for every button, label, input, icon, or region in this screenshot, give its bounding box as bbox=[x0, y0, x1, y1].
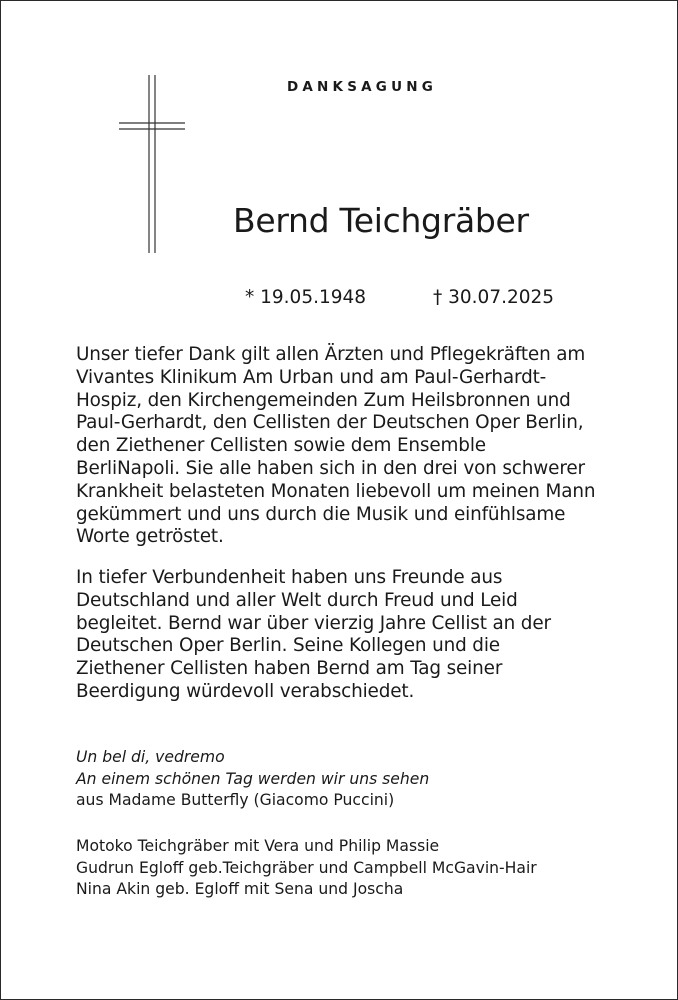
family-line: Nina Akin geb. Egloff mit Sena und Joscha bbox=[76, 880, 404, 898]
friends-paragraph bbox=[76, 567, 636, 704]
text-line: Worte getröstet. bbox=[76, 526, 224, 548]
death-date: † 30.07.2025 bbox=[433, 287, 555, 308]
text-line: Vivantes Klinikum Am Urban und am Paul-Gerhardt- bbox=[76, 366, 547, 388]
quote-source: aus Madame Butterfly (Giacomo Puccini) bbox=[76, 791, 395, 809]
text-line: Unser tiefer Dank gilt allen Ärzten und Pflegekräften am bbox=[76, 344, 586, 365]
text-line: Beerdigung würdevoll verabschiedet. bbox=[76, 680, 415, 702]
text-line: Hospiz, den Kirchengemeinden Zum Heilsbronnen und bbox=[76, 389, 571, 411]
text-line: Deutschen Oper Berlin. Seine Kollegen und die bbox=[76, 635, 500, 657]
text-line: Krankheit belasteten Monaten liebevoll um meinen Mann bbox=[76, 480, 596, 502]
birth-date: * 19.05.1948 bbox=[245, 287, 367, 308]
deceased-name: Bernd Teichgräber bbox=[233, 201, 529, 240]
text-line: begleitet. Bernd war über vierzig Jahre Cellist an der bbox=[76, 612, 551, 634]
text-line: In tiefer Verbundenheit haben uns Freunde aus bbox=[76, 567, 503, 588]
thanks-paragraph bbox=[76, 344, 636, 549]
text-line: Deutschland und aller Welt durch Freud und Leid bbox=[76, 589, 518, 611]
quote-original: Un bel di, vedremo bbox=[76, 748, 225, 766]
family-signatures bbox=[76, 836, 537, 901]
notice-heading: DANKSAGUNG bbox=[287, 79, 438, 95]
quote-translation: An einem schönen Tag werden wir uns sehen bbox=[76, 769, 430, 788]
family-line: Motoko Teichgräber mit Vera und Philip Massie bbox=[76, 837, 440, 855]
family-line: Gudrun Egloff geb.Teichgräber und Campbell McGavin-Hair bbox=[76, 858, 537, 877]
text-line: Ziethener Cellisten haben Bernd am Tag seiner bbox=[76, 658, 503, 680]
cross-icon bbox=[119, 75, 185, 253]
quote-block bbox=[76, 747, 429, 812]
text-line: BerliNapoli. Sie alle haben sich in den drei von schwerer bbox=[76, 457, 585, 479]
text-line: den Ziethener Cellisten sowie dem Ensemble bbox=[76, 435, 486, 457]
text-line: Paul-Gerhardt, den Cellisten der Deutschen Oper Berlin, bbox=[76, 412, 584, 434]
text-line: gekümmert und uns durch die Musik und einfühlsame bbox=[76, 503, 566, 525]
